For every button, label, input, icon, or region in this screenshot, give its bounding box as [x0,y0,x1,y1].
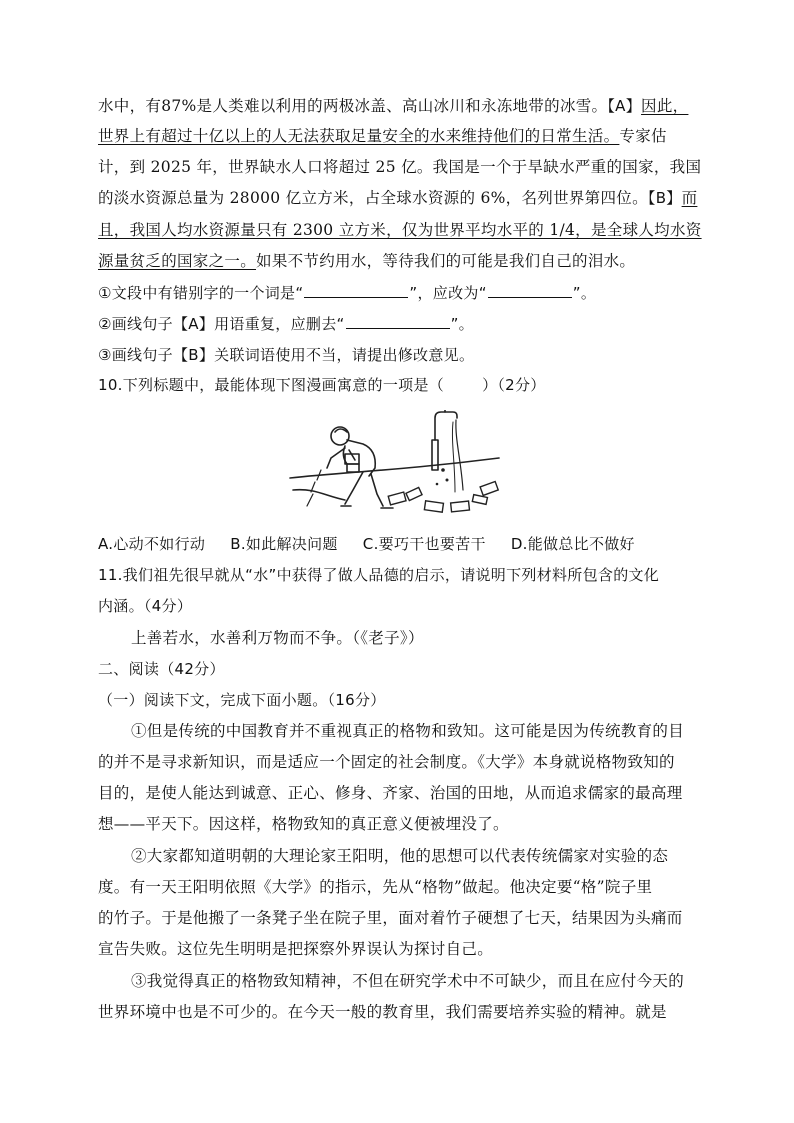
q11-stem-line-2: 内涵。（4分） [98,597,193,615]
option-a[interactable]: A.心动不如行动 [98,535,206,553]
q9-text: ①文段中有错别字的一个词是“ [98,284,304,302]
cartoon-image [285,410,505,522]
reading-p2-line-1: ②大家都知道明朝的大理论家王阳明，他的思想可以代表传统儒家对实验的态 [131,847,669,865]
passage-text: 计，到 2025 年，世界缺水人口将超过 25 亿。我国是一个于旱缺水严重的国家，我国 [98,158,702,176]
answer-blank[interactable] [346,313,450,329]
reading-p2-line-4: 宣告失败。这位先生明明是把探察外界误认为探讨自己。 [98,940,494,958]
option-b[interactable]: B.如此解决问题 [230,535,338,553]
reading-p1-line-2: 的并不是寻求新知识，而是适应一个固定的社会制度。《大学》本身就说格物致知的 [98,753,675,771]
underlined-sentence-b: 且，我国人均水资源量只有 2300 立方米，仅为世界平均水平的 1/4，是全球人均水资 [98,221,702,239]
reading-p1-line-1: ①但是传统的中国教育并不重视真正的格物和致知。这可能是因为传统教育的目 [131,722,685,740]
reading-p3-line-1: ③我觉得真正的格物致知精神，不但在研究学术中不可缺少，而且在应付今天的 [131,972,685,990]
q9-text: ”，应改为“ [409,284,487,302]
passage-text: 专家估 [619,127,667,145]
section-title: 二、阅读（42分） [98,660,225,678]
q11-stem-line-1: 11.我们祖先很早就从“水”中获得了做人品德的启示，请说明下列材料所包含的文化 [98,566,660,584]
q9-text: ②画线句子【A】用语重复，应删去“ [98,315,345,333]
passage-text: 的淡水资源总量为 28000 亿立方米，占全球水资源的 6%，名列世界第四位。 [98,189,648,207]
q9-text: ”。 [450,315,474,333]
passage-line-5 [98,219,702,241]
underlined-sentence-b: 源量贫乏的国家之一。 [98,252,257,270]
answer-blank[interactable] [304,282,408,298]
section-subtitle: （一）阅读下文，完成下面小题。（16分） [98,691,386,709]
q9-item-3: ③画线句子【B】关联词语使用不当，请提出修改意见。 [98,346,475,364]
reading-p1-line-3: 目的，是使人能达到诚意、正心、修身、齐家、治国的田地，从而追求儒家的最高理 [98,784,683,802]
reading-p2-line-2: 度。有一天王阳明依照《大学》的指示，先从“格物”做起。他决定要“格”院子里 [98,878,653,896]
passage-line-6 [98,250,698,272]
q10-stem [98,374,698,396]
q11-quote: 上善若水，水善利万物而不争。（《老子》） [131,629,424,647]
mark-a: 【A】 [607,97,642,115]
q9-text: ”。 [572,284,597,302]
passage-line-3 [98,156,702,178]
option-d[interactable]: D.能做总比不做好 [510,535,635,553]
underlined-sentence-b: 而 [681,189,698,207]
q9-item-2 [98,313,698,335]
passage-line-2 [98,125,698,147]
reading-p2-line-3: 的竹子。于是他搬了一条凳子坐在院子里，面对着竹子硬想了七天，结果因为头痛而 [98,909,683,927]
q10-text: 10.下列标题中，最能体现下图漫画寓意的一项是（ [98,376,445,394]
q9-item-1 [98,282,698,304]
underlined-sentence-a: 世界上有超过十亿以上的人无法获取足量安全的水来维持他们的日常生活。 [98,127,620,145]
q10-text: ）（2分） [482,376,546,394]
passage-text: 如果不节约用水，等待我们的可能是我们自己的泪水。 [256,252,636,270]
passage-line-1 [98,95,698,117]
answer-blank[interactable] [488,282,572,298]
mark-b: 【B】 [647,189,682,207]
passage-text: 水中，有87%是人类难以利用的两极冰盖、高山冰川和永冻地带的冰雪。 [98,97,608,115]
passage-line-4 [98,187,698,209]
underlined-sentence-a: 因此， [641,97,689,115]
reading-p1-line-4: 想——平天下。因这样，格物致知的真正意义便被埋没了。 [98,815,509,833]
reading-p3-line-2: 世界环境中也是不可少的。在今天一般的教育里，我们需要培养实验的精神。就是 [98,1003,667,1021]
q10-options [98,533,698,555]
option-c[interactable]: C.要巧干也要苦干 [362,535,486,553]
